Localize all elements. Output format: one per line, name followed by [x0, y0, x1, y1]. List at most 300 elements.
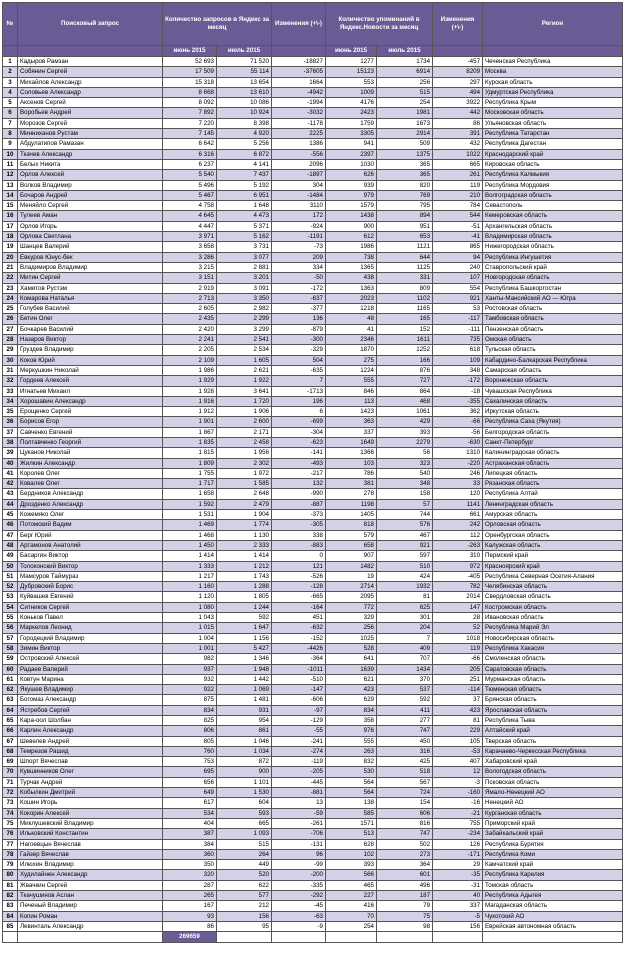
row-number: 67 — [3, 736, 18, 746]
requests-june: 360 — [163, 849, 217, 859]
mentions-july: 809 — [377, 283, 433, 293]
requests-july: 1 212 — [217, 561, 272, 571]
requests-july: 1 244 — [217, 602, 272, 612]
mentions-june: 1571 — [326, 818, 377, 828]
requests-july: 13 654 — [217, 77, 272, 87]
row-number: 50 — [3, 561, 18, 571]
requests-change: -152 — [272, 633, 326, 643]
mentions-change: -35 — [433, 870, 483, 880]
search-query: Дрозденко Александр — [18, 499, 163, 509]
requests-june: 2 435 — [163, 314, 217, 324]
requests-change: -883 — [272, 540, 326, 550]
mentions-change: 147 — [433, 602, 483, 612]
search-query: Турчак Андрей — [18, 777, 163, 787]
requests-june: 320 — [163, 870, 217, 880]
mentions-change: -172 — [433, 376, 483, 386]
mentions-june: 1030 — [326, 159, 377, 169]
mentions-june: 555 — [326, 376, 377, 386]
requests-july: 1 130 — [217, 530, 272, 540]
requests-july: 2 171 — [217, 427, 272, 437]
mentions-change: -18 — [433, 386, 483, 396]
mentions-july: 301 — [377, 613, 433, 623]
row-number: 3 — [3, 77, 18, 87]
mentions-june: 976 — [326, 726, 377, 736]
mentions-change: -56 — [433, 427, 483, 437]
mentions-change: -355 — [433, 396, 483, 406]
requests-july: 4 141 — [217, 159, 272, 169]
requests-june: 167 — [163, 901, 217, 911]
region: Красноярский край — [483, 561, 623, 571]
subheader-empty — [3, 46, 18, 57]
mentions-july: 187 — [377, 891, 433, 901]
requests-change: -300 — [272, 335, 326, 345]
mentions-change: 120 — [433, 489, 483, 499]
requests-june: 2 241 — [163, 335, 217, 345]
table-row — [3, 345, 623, 355]
table-row — [3, 304, 623, 314]
search-query: Меркушкин Николай — [18, 365, 163, 375]
mentions-june: 4176 — [326, 98, 377, 108]
requests-change: -990 — [272, 489, 326, 499]
requests-change: -699 — [272, 417, 326, 427]
requests-change: -18827 — [272, 57, 326, 67]
mentions-july: 951 — [377, 221, 433, 231]
requests-june: 7 892 — [163, 108, 217, 118]
mentions-june: 528 — [326, 643, 377, 653]
region: Удмуртская Республика — [483, 87, 623, 97]
requests-july: 5 162 — [217, 232, 272, 242]
region: Архангельская область — [483, 221, 623, 231]
row-number: 73 — [3, 798, 18, 808]
region: Республика Коми — [483, 849, 623, 859]
mentions-june: 256 — [326, 623, 377, 633]
row-number: 23 — [3, 283, 18, 293]
requests-june: 404 — [163, 818, 217, 828]
requests-june: 5 496 — [163, 180, 217, 190]
mentions-june: 2423 — [326, 108, 377, 118]
mentions-july: 864 — [377, 386, 433, 396]
mentions-july: 510 — [377, 561, 433, 571]
requests-june: 2 109 — [163, 355, 217, 365]
mentions-june: 1438 — [326, 211, 377, 221]
table-row — [3, 860, 623, 870]
mentions-june: 941 — [326, 139, 377, 149]
mentions-june: 393 — [326, 860, 377, 870]
requests-june: 695 — [163, 767, 217, 777]
requests-june: 617 — [163, 798, 217, 808]
region: Курганская область — [483, 808, 623, 818]
requests-change: -1484 — [272, 190, 326, 200]
mentions-change: -3 — [433, 777, 483, 787]
requests-july: 3 077 — [217, 252, 272, 262]
mentions-july: 424 — [377, 571, 433, 581]
search-query: Шевелев Андрей — [18, 736, 163, 746]
table-row — [3, 911, 623, 921]
requests-change: 304 — [272, 180, 326, 190]
total-empty — [433, 932, 483, 942]
table-row — [3, 674, 623, 684]
table-row — [3, 685, 623, 695]
region: Волгоградская область — [483, 190, 623, 200]
mentions-july: 393 — [377, 427, 433, 437]
requests-july: 1 288 — [217, 582, 272, 592]
total-empty — [3, 932, 18, 942]
table-row — [3, 108, 623, 118]
mentions-change: 107 — [433, 273, 483, 283]
region: Республика Крым — [483, 98, 623, 108]
requests-change: 209 — [272, 252, 326, 262]
requests-july: 1 101 — [217, 777, 272, 787]
mentions-july: 1734 — [377, 57, 433, 67]
row-number: 41 — [3, 468, 18, 478]
search-query: Ковалев Олег — [18, 479, 163, 489]
row-number: 42 — [3, 479, 18, 489]
requests-change: -99 — [272, 860, 326, 870]
mentions-june: 19 — [326, 571, 377, 581]
row-number: 1 — [3, 57, 18, 67]
search-query: Минниханов Рустам — [18, 129, 163, 139]
mentions-june: 1870 — [326, 345, 377, 355]
requests-july: 520 — [217, 870, 272, 880]
mentions-change: 865 — [433, 242, 483, 252]
search-query: Зимин Виктор — [18, 643, 163, 653]
region: Калужская область — [483, 540, 623, 550]
region: Орловская область — [483, 520, 623, 530]
search-query: Тулеев Аман — [18, 211, 163, 221]
table-row — [3, 540, 623, 550]
region: Тюменская область — [483, 685, 623, 695]
region: Сахалинская область — [483, 396, 623, 406]
mentions-june: 621 — [326, 674, 377, 684]
mentions-july: 820 — [377, 180, 433, 190]
mentions-july: 323 — [377, 458, 433, 468]
mentions-change: 105 — [433, 736, 483, 746]
search-query: Цуканов Николай — [18, 448, 163, 458]
table-row — [3, 468, 623, 478]
mentions-june: 900 — [326, 221, 377, 231]
requests-june: 656 — [163, 777, 217, 787]
search-query: Жилкин Александр — [18, 458, 163, 468]
mentions-july: 1981 — [377, 108, 433, 118]
mentions-june: 102 — [326, 849, 377, 859]
table-body — [3, 57, 623, 932]
mentions-change: 119 — [433, 180, 483, 190]
requests-june: 17 509 — [163, 67, 217, 77]
row-number: 71 — [3, 777, 18, 787]
search-query: Гайзер Вячеслав — [18, 849, 163, 859]
mentions-june: 585 — [326, 808, 377, 818]
requests-change: -164 — [272, 602, 326, 612]
row-number: 72 — [3, 788, 18, 798]
requests-change: 1386 — [272, 139, 326, 149]
mentions-july: 727 — [377, 376, 433, 386]
row-number: 64 — [3, 705, 18, 715]
requests-june: 1 916 — [163, 396, 217, 406]
search-query: Якушев Владимир — [18, 685, 163, 695]
search-query: Ковтун Марина — [18, 674, 163, 684]
table-row — [3, 777, 623, 787]
requests-change: -1897 — [272, 170, 326, 180]
table-row — [3, 396, 623, 406]
requests-june: 5 540 — [163, 170, 217, 180]
row-number: 51 — [3, 571, 18, 581]
requests-july: 13 610 — [217, 87, 272, 97]
requests-july: 2 333 — [217, 540, 272, 550]
requests-change: -131 — [272, 839, 326, 849]
mentions-june: 15123 — [326, 67, 377, 77]
mentions-change: 391 — [433, 129, 483, 139]
mentions-july: 277 — [377, 716, 433, 726]
table-row — [3, 118, 623, 128]
region: Ненецкий АО — [483, 798, 623, 808]
table-row — [3, 314, 623, 324]
table-row — [3, 901, 623, 911]
requests-july: 1 156 — [217, 633, 272, 643]
search-query: Белых Никита — [18, 159, 163, 169]
requests-june: 982 — [163, 654, 217, 664]
row-number: 44 — [3, 499, 18, 509]
search-query: Орлова Светлана — [18, 232, 163, 242]
requests-change: -510 — [272, 674, 326, 684]
row-number: 54 — [3, 602, 18, 612]
requests-june: 93 — [163, 911, 217, 921]
mentions-july: 316 — [377, 746, 433, 756]
region: Томская область — [483, 880, 623, 890]
mentions-july: 747 — [377, 726, 433, 736]
mentions-change: 242 — [433, 520, 483, 530]
mentions-change: -31 — [433, 880, 483, 890]
region: Приморский край — [483, 818, 623, 828]
table-row — [3, 643, 623, 653]
mentions-june: 772 — [326, 602, 377, 612]
search-query: Абдулатипов Рамазан — [18, 139, 163, 149]
table-row — [3, 613, 623, 623]
table-row — [3, 407, 623, 417]
mentions-july: 409 — [377, 643, 433, 653]
requests-july: 1 904 — [217, 510, 272, 520]
table-row — [3, 499, 623, 509]
mentions-june: 818 — [326, 520, 377, 530]
search-query: Ситников Сергей — [18, 602, 163, 612]
requests-june: 932 — [163, 674, 217, 684]
search-query: Савченко Евгений — [18, 427, 163, 437]
requests-change: -526 — [272, 571, 326, 581]
requests-change: -493 — [272, 458, 326, 468]
table-row — [3, 520, 623, 530]
mentions-july: 769 — [377, 190, 433, 200]
region: Республика Тыва — [483, 716, 623, 726]
search-query: Потомский Вадим — [18, 520, 163, 530]
row-number: 62 — [3, 685, 18, 695]
search-query: Назаров Виктор — [18, 335, 163, 345]
requests-change: -97 — [272, 705, 326, 715]
table-row — [3, 77, 623, 87]
row-number: 69 — [3, 757, 18, 767]
requests-july: 1 972 — [217, 468, 272, 478]
requests-july: 593 — [217, 808, 272, 818]
region: Ивановская область — [483, 613, 623, 623]
search-query: Артамонов Анатолий — [18, 540, 163, 550]
requests-july: 577 — [217, 891, 272, 901]
row-number: 85 — [3, 921, 18, 931]
requests-july: 4 473 — [217, 211, 272, 221]
row-number: 46 — [3, 520, 18, 530]
requests-june: 760 — [163, 746, 217, 756]
mentions-july: 606 — [377, 808, 433, 818]
requests-july: 1 481 — [217, 695, 272, 705]
requests-july: 604 — [217, 798, 272, 808]
search-query: Полтавченко Георгий — [18, 437, 163, 447]
table-row — [3, 829, 623, 839]
row-number: 19 — [3, 242, 18, 252]
mentions-change: 618 — [433, 345, 483, 355]
requests-june: 805 — [163, 736, 217, 746]
row-number: 78 — [3, 849, 18, 859]
table-row — [3, 705, 623, 715]
row-number: 9 — [3, 139, 18, 149]
requests-july: 665 — [217, 818, 272, 828]
search-query: Островский Алексей — [18, 654, 163, 664]
table-row — [3, 293, 623, 303]
requests-july: 1 956 — [217, 448, 272, 458]
subheader-june-requests: июнь 2015 — [163, 46, 217, 57]
rating-table-container — [2, 2, 622, 943]
requests-july: 622 — [217, 880, 272, 890]
requests-change: -881 — [272, 788, 326, 798]
mentions-june: 1366 — [326, 448, 377, 458]
table-row — [3, 530, 623, 540]
subheader-july-requests: июль 2015 — [217, 46, 272, 57]
region: Саратовская область — [483, 664, 623, 674]
table-row — [3, 839, 623, 849]
mentions-july: 1102 — [377, 293, 433, 303]
table-row — [3, 159, 623, 169]
search-query: Кокорин Алексей — [18, 808, 163, 818]
mentions-june: 641 — [326, 654, 377, 664]
row-number: 43 — [3, 489, 18, 499]
requests-july: 1 648 — [217, 201, 272, 211]
requests-june: 1 001 — [163, 643, 217, 653]
search-query: Ткачушинов Аслан — [18, 891, 163, 901]
row-number: 13 — [3, 180, 18, 190]
requests-change: -1994 — [272, 98, 326, 108]
mentions-june: 564 — [326, 777, 377, 787]
row-number: 17 — [3, 221, 18, 231]
table-row — [3, 870, 623, 880]
region: Республика Ингушетия — [483, 252, 623, 262]
mentions-change: 52 — [433, 623, 483, 633]
table-row — [3, 818, 623, 828]
table-row — [3, 798, 623, 808]
region: Брянская область — [483, 695, 623, 705]
requests-june: 1 809 — [163, 458, 217, 468]
row-number: 77 — [3, 839, 18, 849]
region: Кировская область — [483, 159, 623, 169]
region: Оренбургская область — [483, 530, 623, 540]
mentions-july: 152 — [377, 324, 433, 334]
mentions-change: 40 — [433, 891, 483, 901]
search-query: Ткачев Александр — [18, 149, 163, 159]
row-number: 45 — [3, 510, 18, 520]
requests-july: 1 805 — [217, 592, 272, 602]
row-number: 6 — [3, 108, 18, 118]
table-row — [3, 87, 623, 97]
mentions-june: 416 — [326, 901, 377, 911]
mentions-july: 365 — [377, 159, 433, 169]
requests-july: 1 922 — [217, 376, 272, 386]
mentions-june: 48 — [326, 314, 377, 324]
requests-change: -665 — [272, 592, 326, 602]
requests-change: -556 — [272, 149, 326, 159]
row-number: 82 — [3, 891, 18, 901]
table-row — [3, 211, 623, 221]
table-row — [3, 427, 623, 437]
row-number: 10 — [3, 149, 18, 159]
requests-july: 1 046 — [217, 736, 272, 746]
region: Курская область — [483, 77, 623, 87]
search-query: Бетин Олег — [18, 314, 163, 324]
requests-july: 3 731 — [217, 242, 272, 252]
table-row — [3, 592, 623, 602]
region: Забайкальский край — [483, 829, 623, 839]
requests-june: 1 929 — [163, 376, 217, 386]
search-query: Коньков Павел — [18, 613, 163, 623]
region: Мурманская область — [483, 674, 623, 684]
mentions-july: 79 — [377, 901, 433, 911]
row-number: 24 — [3, 293, 18, 303]
mentions-change: -234 — [433, 829, 483, 839]
search-query: Коков Юрий — [18, 355, 163, 365]
table-row — [3, 757, 623, 767]
mentions-june: 1365 — [326, 262, 377, 272]
table-row — [3, 695, 623, 705]
region: Чеченская Республика — [483, 57, 623, 67]
table-row — [3, 365, 623, 375]
mentions-july: 515 — [377, 87, 433, 97]
subheader-empty — [433, 46, 483, 57]
mentions-july: 7 — [377, 633, 433, 643]
mentions-july: 1121 — [377, 242, 433, 252]
table-row — [3, 571, 623, 581]
search-query: Борисов Егор — [18, 417, 163, 427]
search-query: Игнатьев Михаил — [18, 386, 163, 396]
requests-july: 872 — [217, 757, 272, 767]
row-number: 30 — [3, 355, 18, 365]
table-row — [3, 849, 623, 859]
table-row — [3, 324, 623, 334]
mentions-july: 57 — [377, 499, 433, 509]
requests-june: 1 120 — [163, 592, 217, 602]
mentions-june: 1009 — [326, 87, 377, 97]
mentions-change: -160 — [433, 788, 483, 798]
requests-june: 1 717 — [163, 479, 217, 489]
requests-change: -241 — [272, 736, 326, 746]
mentions-change: 240 — [433, 262, 483, 272]
mentions-change: 407 — [433, 757, 483, 767]
mentions-june: 2714 — [326, 582, 377, 592]
mentions-change: 554 — [433, 283, 483, 293]
mentions-june: 628 — [326, 839, 377, 849]
region: Челябинская область — [483, 582, 623, 592]
region: Карачаево-Черкесская Республика — [483, 746, 623, 756]
row-number: 61 — [3, 674, 18, 684]
region: Хабаровский край — [483, 757, 623, 767]
mentions-june: 1224 — [326, 365, 377, 375]
table-row — [3, 582, 623, 592]
row-number: 34 — [3, 396, 18, 406]
requests-change: -55 — [272, 726, 326, 736]
requests-july: 3 641 — [217, 386, 272, 396]
